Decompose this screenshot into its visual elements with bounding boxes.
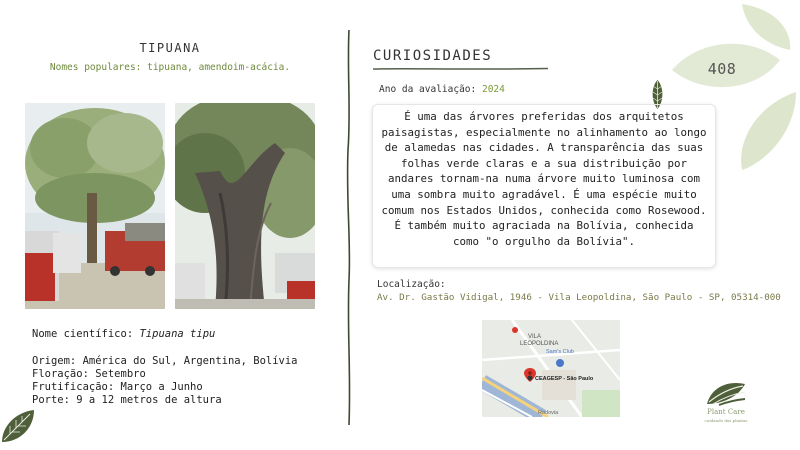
map-label-district-2: LEOPOLDINA <box>520 341 559 347</box>
tree-number: 408 <box>707 60 737 78</box>
origin: Origem: América do Sul, Argentina, Bolívia <box>32 355 298 367</box>
scientific-label: Nome científico: <box>32 328 134 340</box>
map-label-store: Sam's Club <box>546 349 574 355</box>
map-label-place: CEAGESP - São Paulo <box>535 376 594 382</box>
flowering: Floração: Setembro <box>32 368 146 380</box>
fruiting: Frutificação: Março a Junho <box>32 381 203 393</box>
brand-name: Plant Care <box>707 408 745 416</box>
divider <box>345 30 353 425</box>
popular-names: Nomes populares: tipuana, amendoim-acácia. <box>49 62 291 73</box>
tree-photo-2 <box>175 103 315 309</box>
year-value: 2024 <box>481 84 505 95</box>
curiosidades-title: CURIOSIDADES <box>373 48 493 64</box>
brand-tagline: cuidando das plantas <box>704 418 748 423</box>
description-box <box>372 104 716 268</box>
size: Porte: 9 a 12 metros de altura <box>32 394 222 406</box>
year-label: Ano da avaliação: <box>379 84 477 95</box>
leaf-icon <box>0 408 36 444</box>
location-label: Localização: <box>377 279 446 290</box>
map-label-street: Rodovia <box>538 410 559 416</box>
title-underline <box>373 67 548 71</box>
scientific-name-row <box>32 328 215 340</box>
description-text: É uma das árvores preferidas dos arquitetos paisagistas, especialmente no alinhamento ao longo de alamedas nas cidades. A transparência das suas folhas verde claras e a sua distribuição por andares tornam-na numa árvore muito luminosa com uma sombra muito agradável. É uma espécie muito comum nos Estados Unidos, conhecida como Rosewood. É também muito agraciada na Bolívia, conhecida como "o orgulho da Bolívia". <box>381 110 707 248</box>
tree-photo-1 <box>25 103 165 309</box>
tree-title: TIPUANA <box>139 41 201 55</box>
scientific-name: Tipuana tipu <box>139 328 216 340</box>
evaluation-year <box>379 84 505 95</box>
location-address: Av. Dr. Gastão Vidigal, 1946 - Vila Leopoldina, São Paulo - SP, 05314-000 <box>377 292 781 303</box>
map-label-district-1: VILA <box>528 334 542 340</box>
location-map[interactable] <box>482 320 620 417</box>
plant-care-logo <box>705 380 747 406</box>
